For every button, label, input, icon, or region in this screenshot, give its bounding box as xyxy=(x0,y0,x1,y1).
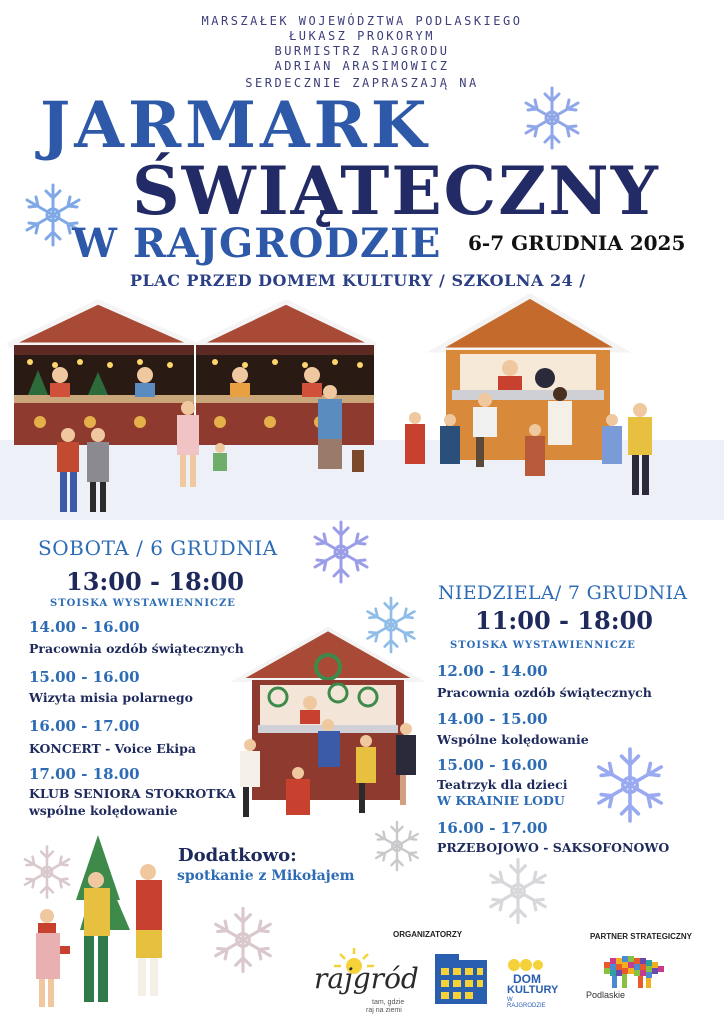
title-w-rajgrodzie: W RAJGRODZIE xyxy=(72,220,442,267)
saturday-heading: SOBOTA / 6 GRUDNIA xyxy=(38,536,278,560)
header-line-2: ŁUKASZ PROKORYM xyxy=(289,29,435,43)
market-stalls-illustration xyxy=(0,290,724,520)
sunday-slot-2-time: 14.00 - 15.00 xyxy=(437,710,548,728)
snowflake-icon xyxy=(216,909,271,972)
building-icon xyxy=(431,950,491,1006)
header-line-1: MARSZAŁEK WOJEWÓDZTWA PODLASKIEGO xyxy=(201,14,523,28)
saturday-slot-4-desc2: wspólne kolędowanie xyxy=(29,803,178,818)
center-stall-illustration xyxy=(228,625,428,835)
people-with-tree-illustration xyxy=(20,830,180,1020)
rajgrod-logo xyxy=(310,946,420,1016)
snowflake-icon xyxy=(315,522,367,582)
rajgrod-logo-tag1: tam, gdzie xyxy=(372,999,405,1006)
bison-icon xyxy=(600,952,672,992)
sunday-slot-2-desc: Wspólne kolędowanie xyxy=(437,732,589,747)
saturday-slot-1-time: 14.00 - 16.00 xyxy=(29,618,140,636)
saturday-slot-3-time: 16.00 - 17.00 xyxy=(29,717,140,735)
saturday-slot-4-time: 17.00 - 18.00 xyxy=(29,765,140,783)
snowflake-icon xyxy=(599,749,661,821)
saturday-slot-4-desc: KLUB SENIORA STOKROTKA xyxy=(29,786,236,801)
saturday-slot-1-desc: Pracownia ozdób świątecznych xyxy=(29,641,244,656)
sunday-slot-3-desc: Teatrzyk dla dzieci xyxy=(437,777,568,792)
sunday-slot-3-time: 15.00 - 16.00 xyxy=(437,756,548,774)
extra-text: spotkanie z Mikołajem xyxy=(177,868,355,884)
header-line-3: BURMISTRZ RAJGRODU xyxy=(274,44,450,58)
header-line-5: SERDECZNIE ZAPRASZAJĄ NA xyxy=(245,76,479,90)
sunday-main-label: STOISKA WYSTAWIENNICZE xyxy=(450,640,636,651)
title-jarmark: JARMARK xyxy=(40,88,431,163)
partner-label: PARTNER STRATEGICZNY xyxy=(590,932,692,941)
sunday-slot-1-desc: Pracownia ozdób świątecznych xyxy=(437,685,652,700)
snowflake-icon xyxy=(526,88,578,148)
dom-kultury-text-1: DOM xyxy=(513,972,541,986)
saturday-slot-3-desc: KONCERT - Voice Ekipa xyxy=(29,741,197,756)
saturday-slot-2-time: 15.00 - 16.00 xyxy=(29,668,140,686)
event-location: PLAC PRZED DOMEM KULTURY / SZKOLNA 24 / xyxy=(130,271,586,290)
title-swiateczny: ŚWIĄTECZNY xyxy=(132,152,660,230)
theatre-masks-icon xyxy=(507,958,543,972)
extra-heading: Dodatkowo: xyxy=(178,845,297,866)
organizers-label: ORGANIZATORZY xyxy=(393,930,463,939)
dom-kultury-logo xyxy=(431,950,559,1009)
sunday-slot-3-desc2: W KRAINIE LODU xyxy=(437,793,565,808)
rajgrod-logo-tag2: raj na ziemi xyxy=(366,1007,402,1014)
dom-kultury-text-3: W RAJGRODZIE xyxy=(507,997,546,1009)
sunday-slot-4-desc: PRZEBOJOWO - SAKSOFONOWO xyxy=(437,840,670,855)
sunday-slot-1-time: 12.00 - 14.00 xyxy=(437,662,548,680)
event-dates: 6-7 GRUDNIA 2025 xyxy=(468,231,686,255)
dom-kultury-text-2: KULTURY xyxy=(507,984,559,996)
saturday-main-label: STOISKA WYSTAWIENNICZE xyxy=(50,598,236,609)
rajgrod-logo-text: rajgród xyxy=(314,962,419,995)
header-line-4: ADRIAN ARASIMOWICZ xyxy=(274,59,450,73)
snowflake-icon xyxy=(491,860,546,923)
podlaskie-text: Podlaskie xyxy=(586,990,626,1000)
podlaskie-logo xyxy=(586,952,670,1004)
sunday-slot-4-time: 16.00 - 17.00 xyxy=(437,819,548,837)
saturday-main-time: 13:00 - 18:00 xyxy=(66,567,244,596)
sunday-heading: NIEDZIELA/ 7 GRUDNIA xyxy=(438,582,688,604)
sunday-main-time: 11:00 - 18:00 xyxy=(475,606,653,635)
saturday-slot-2-desc: Wizyta misia polarnego xyxy=(29,690,193,705)
